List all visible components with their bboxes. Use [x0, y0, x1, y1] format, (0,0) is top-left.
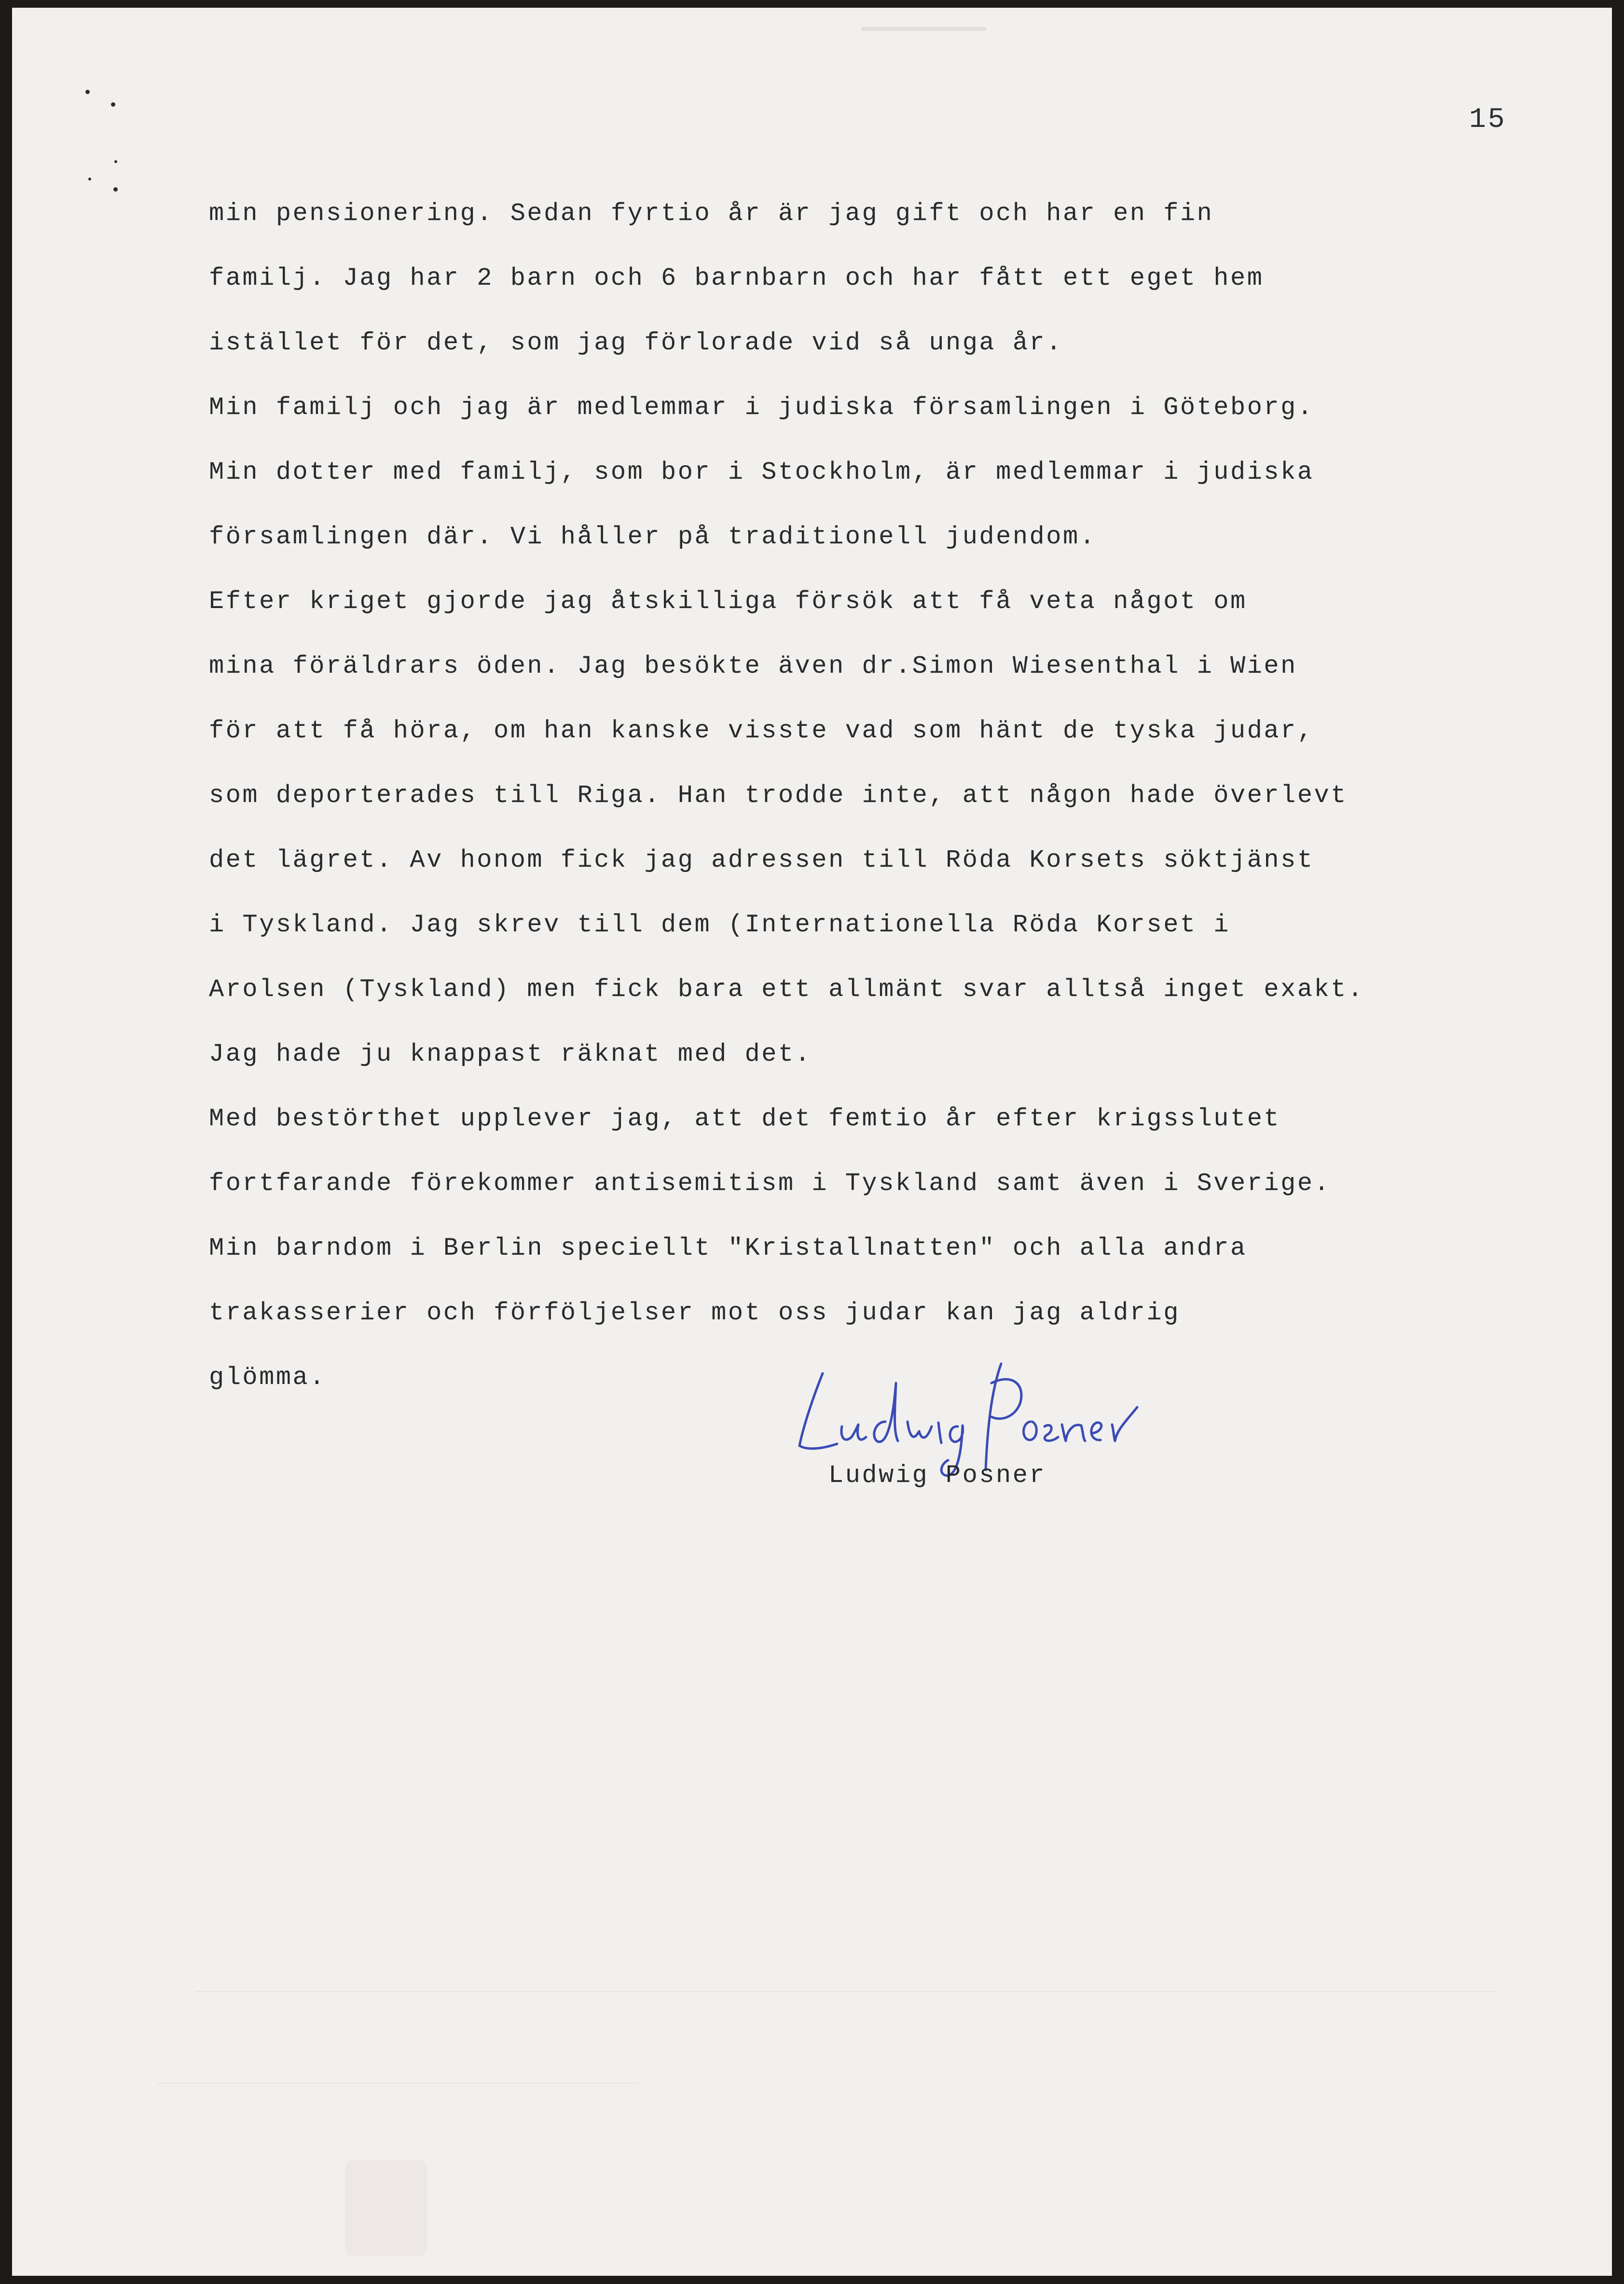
paper-smudge	[861, 27, 987, 31]
page-number: 15	[1469, 104, 1507, 136]
handwritten-signature	[794, 1354, 1141, 1480]
text-line: Arolsen (Tyskland) men fick bara ett allmänt svar alltså inget exakt.	[209, 975, 1364, 1004]
text-line: trakasserier och förföljelser mot oss judar kan jag aldrig	[209, 1299, 1180, 1327]
text-line: Min dotter med familj, som bor i Stockholm, är medlemmar i judiska	[209, 458, 1314, 486]
text-line: det lägret. Av honom fick jag adressen till Röda Korsets söktjänst	[209, 846, 1314, 874]
bleed-through-line	[195, 1991, 1498, 1992]
text-line: församlingen där. Vi håller på traditionell judendom.	[209, 523, 1097, 551]
bleed-through-line	[157, 2083, 639, 2084]
punch-mark	[85, 90, 90, 94]
text-line: Efter kriget gjorde jag åtskilliga försök att få veta något om	[209, 587, 1247, 616]
text-line: Min familj och jag är medlemmar i judiska församlingen i Göteborg.	[209, 393, 1314, 422]
text-line: fortfarande förekommer antisemitism i Tyskland samt även i Sverige.	[209, 1169, 1331, 1198]
text-line: Med bestörthet upplever jag, att det femtio år efter krigsslutet	[209, 1105, 1281, 1133]
text-line: som deporterades till Riga. Han trodde inte, att någon hade överlevt	[209, 781, 1348, 810]
document-page	[12, 8, 1612, 2276]
text-line: istället för det, som jag förlorade vid så unga år.	[209, 329, 1063, 357]
text-line: för att få höra, om han kanske visste vad som hänt de tyska judar,	[209, 717, 1314, 745]
text-line: i Tyskland. Jag skrev till dem (Internationella Röda Korset i	[209, 911, 1231, 939]
text-line: min pensionering. Sedan fyrtio år är jag gift och har en fin	[209, 199, 1214, 228]
punch-mark	[111, 102, 115, 107]
punch-mark	[113, 187, 118, 192]
text-line: mina föräldrars öden. Jag besökte även dr.Simon Wiesenthal i Wien	[209, 652, 1297, 680]
typed-signature-name: Ludwig Posner	[828, 1461, 1046, 1490]
punch-mark	[88, 178, 91, 180]
text-line: Min barndom i Berlin speciellt "Kristallnatten" och alla andra	[209, 1234, 1247, 1262]
body-text	[209, 181, 1364, 1410]
text-line: glömma.	[209, 1363, 326, 1392]
text-line: familj. Jag har 2 barn och 6 barnbarn och har fått ett eget hem	[209, 264, 1264, 292]
text-line: Jag hade ju knappast räknat med det.	[209, 1040, 812, 1068]
bleed-through-stamp	[345, 2160, 427, 2256]
punch-mark	[114, 160, 117, 163]
